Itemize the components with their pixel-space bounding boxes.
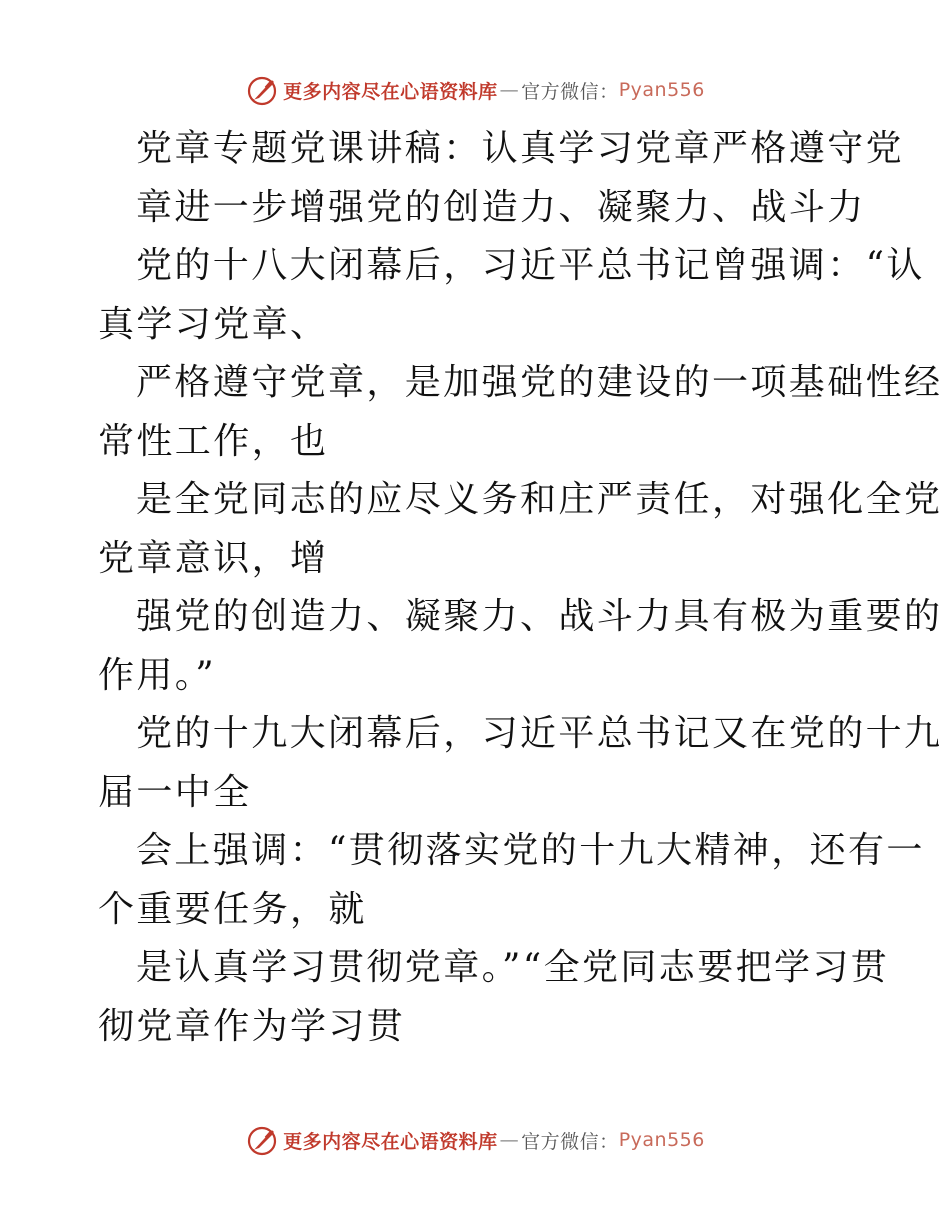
body-text-line: 是认真学习贯彻党章。”“全党同志要把学习贯 bbox=[136, 947, 890, 988]
body-text-line: 常性工作，也 bbox=[98, 420, 329, 462]
document-body bbox=[98, 120, 943, 1056]
banner-dash: — bbox=[499, 79, 520, 101]
body-text-line: 党的十九大闭幕后，习近平总书记又在党的十九 bbox=[136, 713, 943, 754]
banner-official-label: 官方微信： bbox=[521, 1130, 619, 1153]
banner-brand-text: 更多内容尽在心语资料库 bbox=[283, 1130, 498, 1153]
banner-official-label: 官方微信： bbox=[521, 80, 619, 103]
body-text-line: 章进一步增强党的创造力、凝聚力、战斗力 bbox=[136, 186, 866, 228]
feather-pen-circle-icon bbox=[245, 1123, 279, 1157]
body-text-line: 党章意识，增 bbox=[98, 537, 329, 579]
body-text-line: 届一中全 bbox=[98, 771, 252, 813]
body-text-line: 党章专题党课讲稿：认真学习党章严格遵守党 bbox=[136, 128, 905, 169]
body-text-line: 个重要任务，就 bbox=[98, 888, 367, 930]
body-text-line: 彻党章作为学习贯 bbox=[98, 1005, 406, 1047]
body-text-line: 严格遵守党章，是加强党的建设的一项基础性经 bbox=[136, 362, 943, 403]
banner-wechat-id: Pyan556 bbox=[618, 79, 705, 101]
footer-banner bbox=[0, 1120, 950, 1160]
body-text-line: 会上强调：“贯彻落实党的十九大精神，还有一 bbox=[136, 830, 925, 871]
body-text-line: 党的十八大闭幕后，习近平总书记曾强调：“认 bbox=[136, 245, 925, 286]
banner-wechat-id: Pyan556 bbox=[618, 1129, 705, 1151]
body-text-line: 真学习党章、 bbox=[98, 303, 329, 345]
body-text-line: 强党的创造力、凝聚力、战斗力具有极为重要的 bbox=[136, 596, 943, 637]
feather-pen-circle-icon bbox=[245, 73, 279, 107]
header-banner bbox=[0, 70, 950, 110]
body-text-line: 是全党同志的应尽义务和庄严责任，对强化全党 bbox=[136, 479, 943, 520]
banner-brand-text: 更多内容尽在心语资料库 bbox=[283, 80, 498, 103]
banner-dash: — bbox=[499, 1129, 520, 1151]
body-text-line: 作用。” bbox=[98, 654, 217, 696]
